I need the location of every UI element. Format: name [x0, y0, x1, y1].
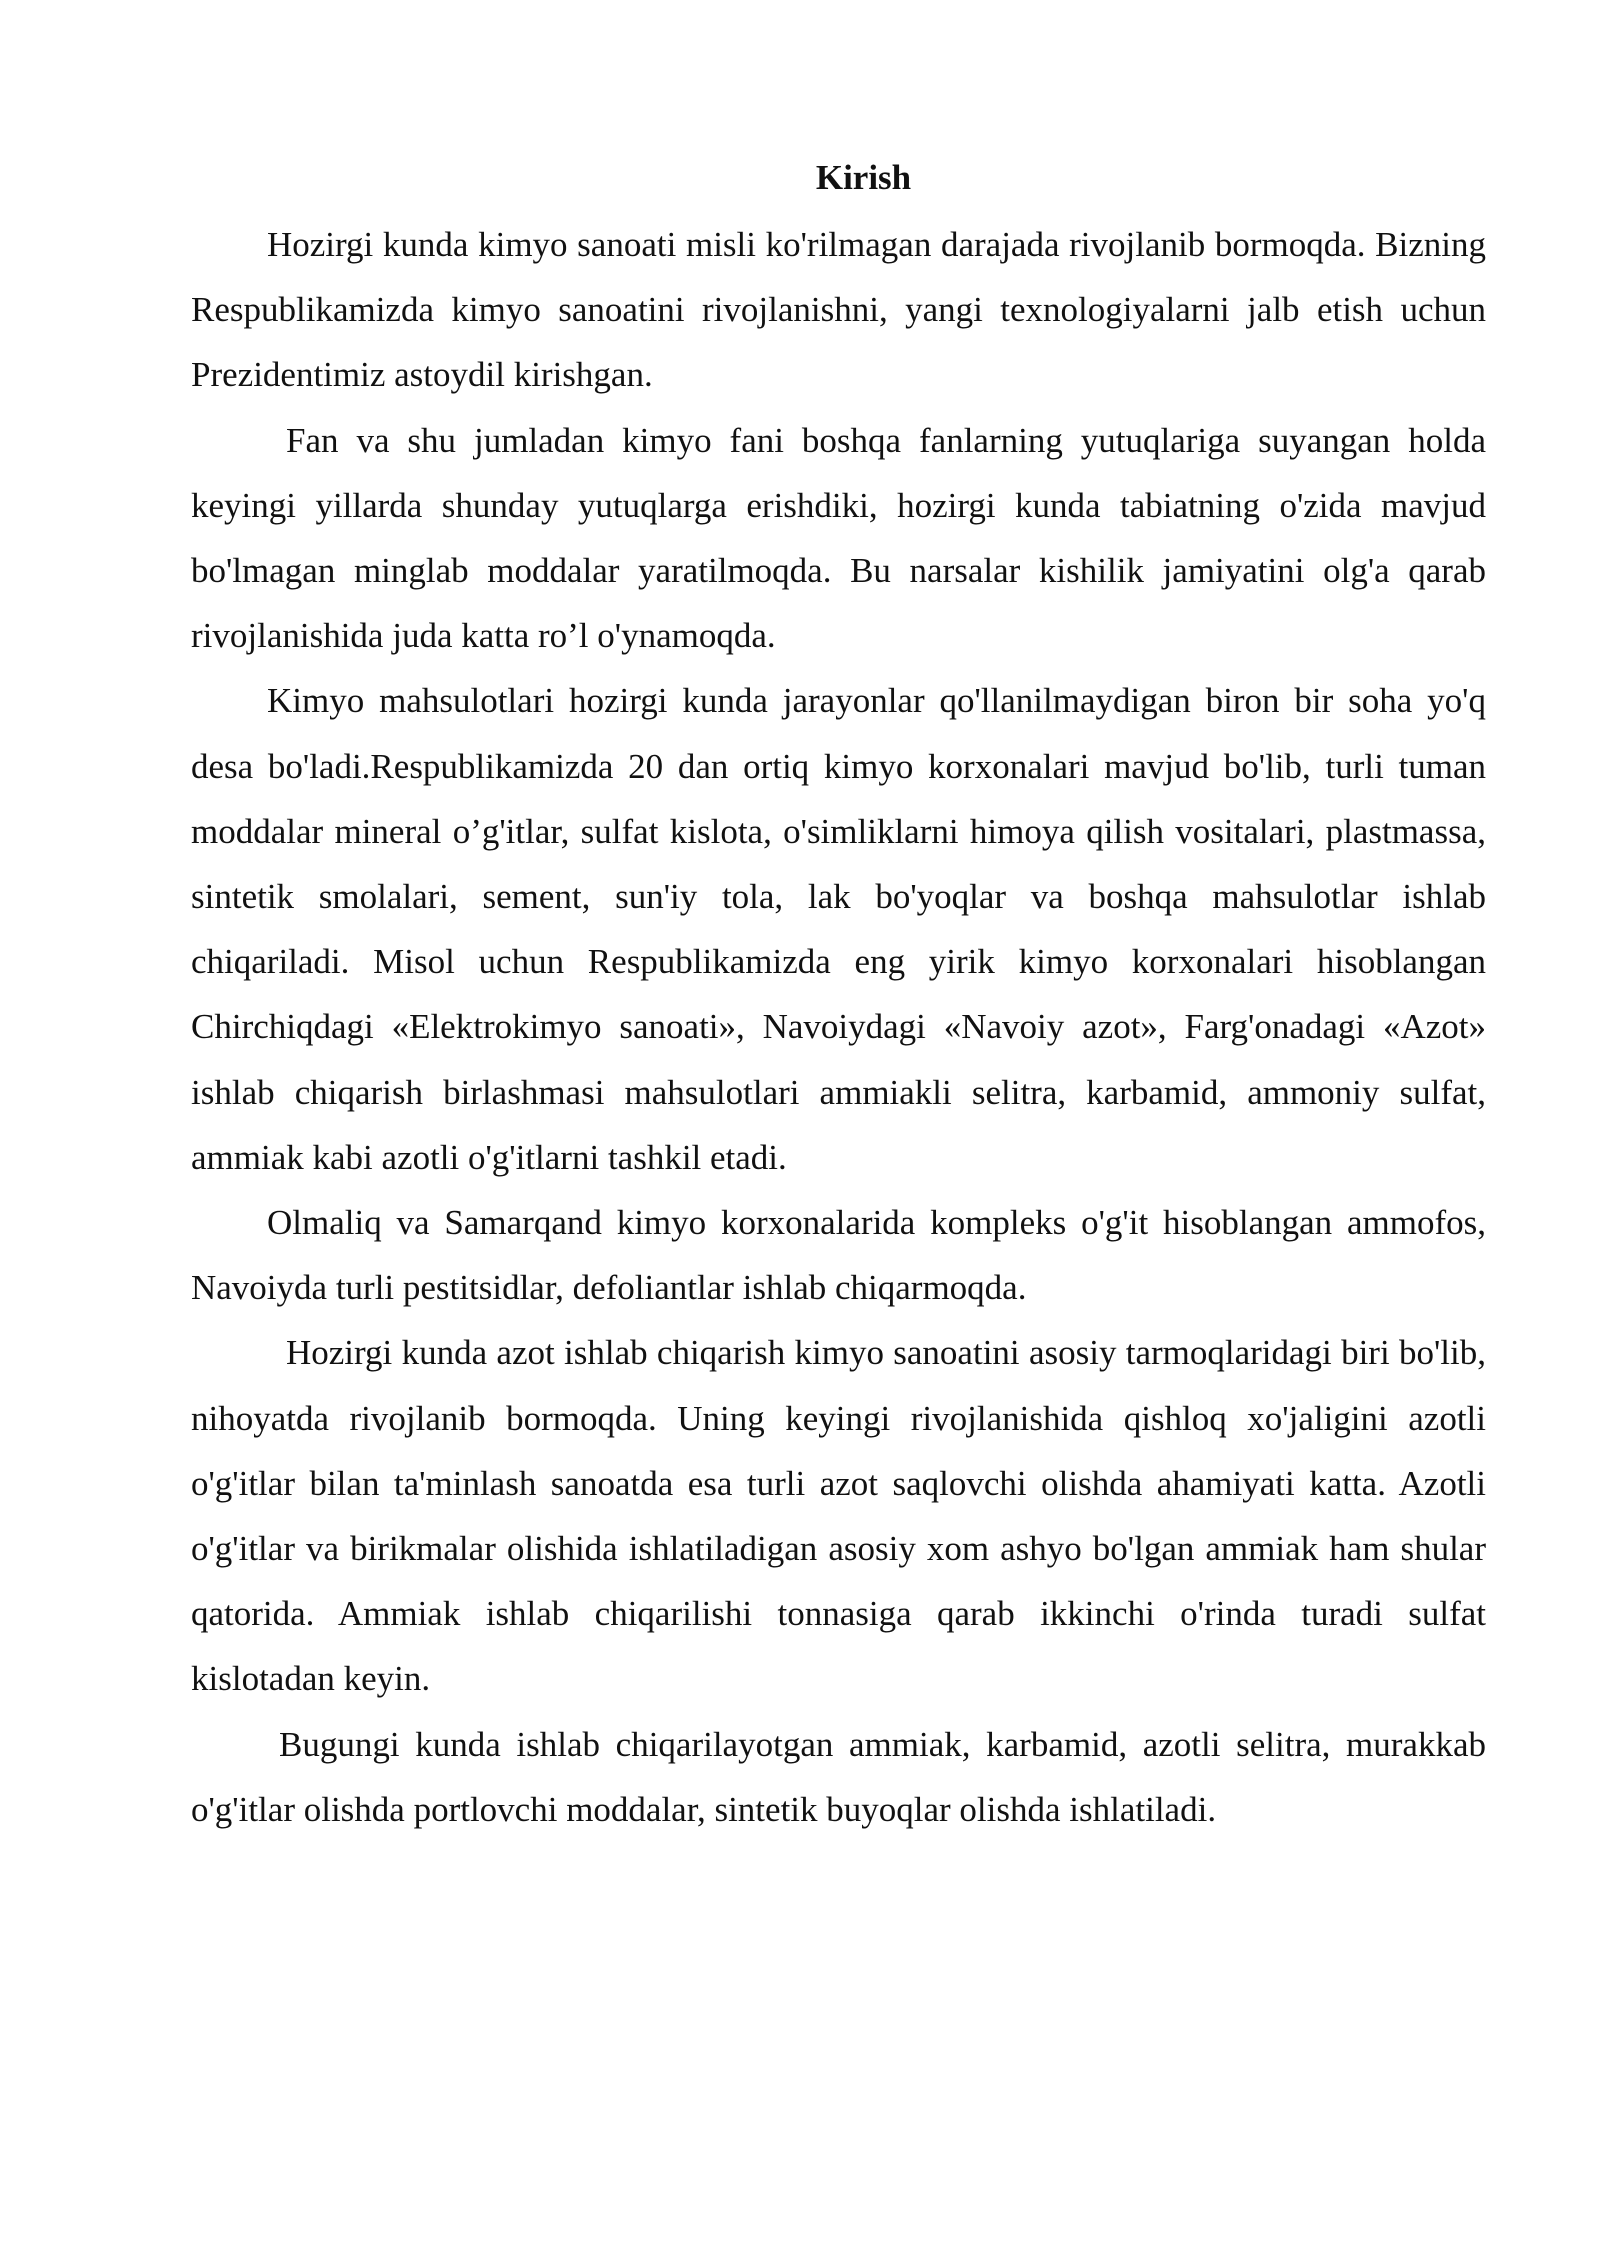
paragraph-1: Hozirgi kunda kimyo sanoati misli ko'rilmagan darajada rivojlanib bormoqda. Bizning Respublikamizda kimyo sanoatini rivojlanishni, yangi texnologiyalarni jalb etish uchun Prezidentimiz astoydil kirishgan. — [191, 225, 1486, 395]
paragraph-6: Bugungi kunda ishlab chiqarilayotgan ammiak, karbamid, azotli selitra, murakkab o'g'itlar olishda portlovchi moddalar, sintetik buyoqlar olishda ishlatiladi. — [191, 1724, 1486, 1829]
paragraph-2: Fan va shu jumladan kimyo fani boshqa fanlarning yutuqlariga suyangan holda keyingi yillarda shunday yutuqlarga erishdiki, hozirgi kunda tabiatning o'zida mavjud bo'lmagan minglab moddalar yaratilmoqda. Bu narsalar kishilik jamiyatini olg'a qarab rivojlanishida juda katta ro’l o'ynamoqda. — [191, 420, 1486, 656]
paragraph-5: Hozirgi kunda azot ishlab chiqarish kimyo sanoatini asosiy tarmoqlaridagi biri bo'lib, nihoyatda rivojlanib bormoqda. Uning keyingi rivojlanishida qishloq xo'jaligini azotli o'g'itlar bilan ta'minlash sanoatda esa turli azot saqlovchi olishda ahamiyati katta. Azotli o'g'itlar va birikmalar olishida ishlatiladigan asosiy xom ashyo bo'lgan ammiak ham shular qatorida. Ammiak ishlab chiqarilishi tonnasiga qarab ikkinchi o'rinda turadi sulfat kislotadan keyin. — [191, 1333, 1486, 1699]
page-title: Kirish — [815, 158, 912, 197]
paragraph-3: Kimyo mahsulotlari hozirgi kunda jarayonlar qo'llanilmaydigan biron bir soha yo'q desa bo'ladi.Respublikamizda 20 dan ortiq kimyo korxonalari mavjud bo'lib, turli tuman moddalar mineral o’g'itlar, sulfat kislota, o'simliklarni himoya qilish vositalari, plastmassa, sintetik smolalari, sement, sun'iy tola, lak bo'yoqlar va boshqa mahsulotlar ishlab chiqariladi. Misol uchun Respublikamizda eng yirik kimyo korxonalari hisoblangan Chirchiqdagi «Elektrokimyo sanoati», Navoiydagi «Navoiy azot», Farg'onadagi «Azot» ishlab chiqarish birlashmasi mahsulotlari ammiakli selitra, karbamid, ammoniy sulfat, ammiak kabi azotli o'g'itlarni tashkil etadi. — [191, 681, 1486, 1177]
paragraph-4: Olmaliq va Samarqand kimyo korxonalarida kompleks o'g'it hisoblangan ammofos, Navoiyda turli pestitsidlar, defoliantlar ishlab chiqarmoqda. — [191, 1203, 1486, 1308]
document-body — [191, 148, 1486, 1842]
